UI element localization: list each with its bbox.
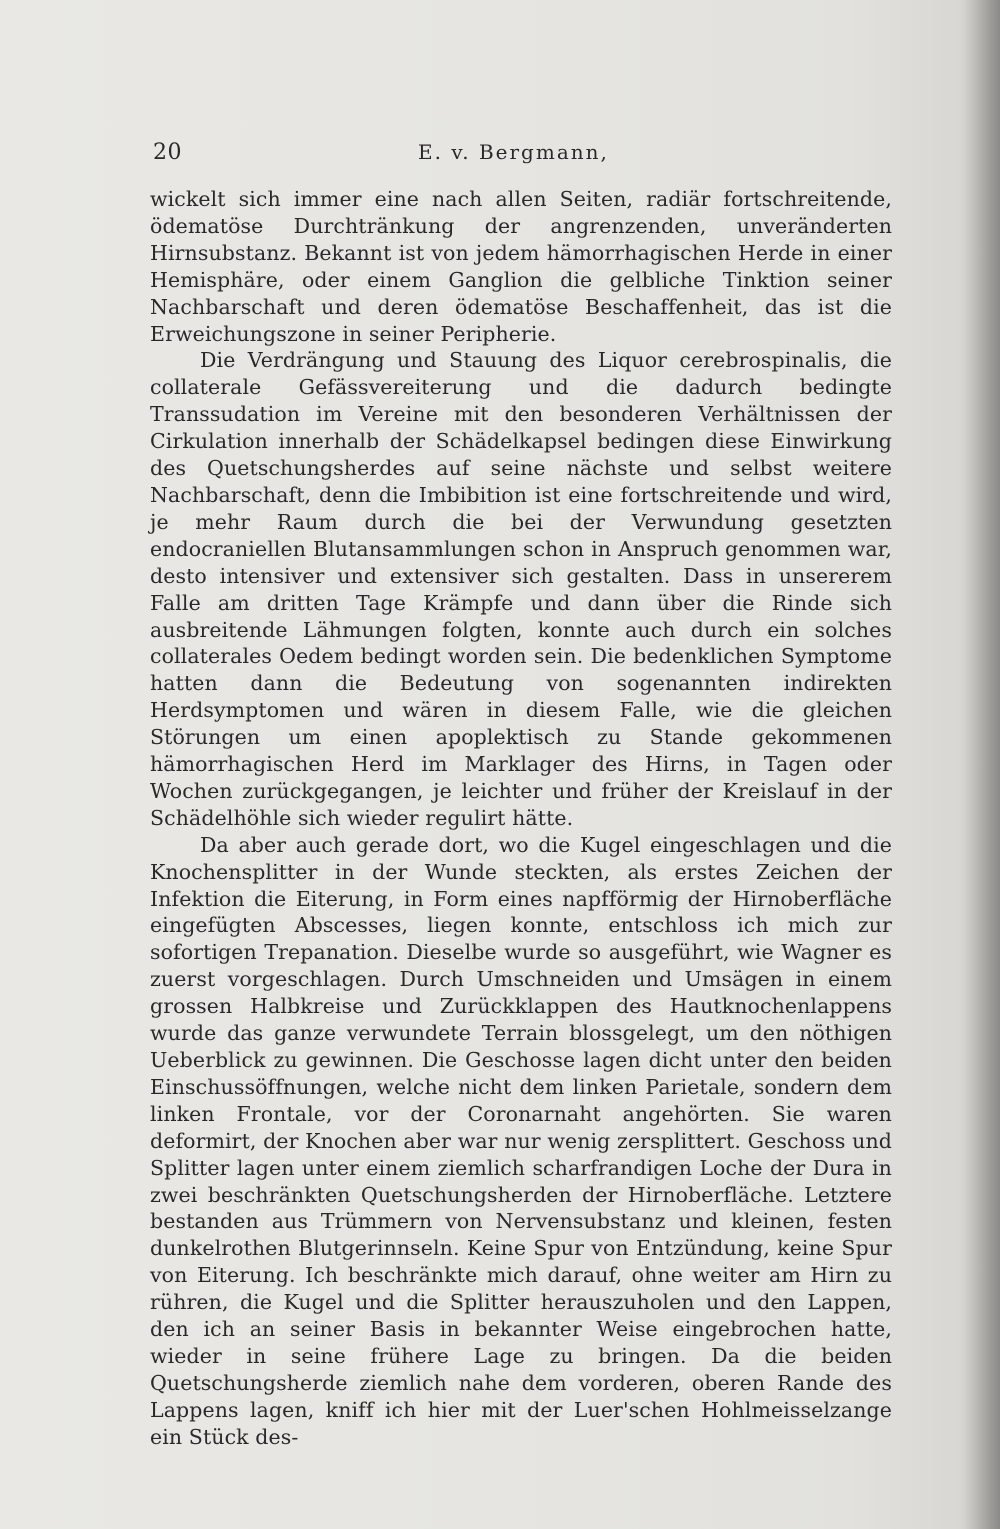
paragraph: Da aber auch gerade dort, wo die Kugel eingeschlagen und die Knochensplitter in der Wunde steckten, als erstes Zeichen der Infektion die Eiterung, in Form eines napfförmig der Hirnoberfläche eingefügten Abscesses, liegen konnte, entschloss ich mich zur sofortigen Trepanation. Dieselbe wurde so ausgeführt, wie Wagner es zuerst vorgeschlagen. Durch Umschneiden und Umsägen in einem grossen Halbkreise und Zurückklappen des Hautknochenlappens wurde das ganze verwundete Terrain blossgelegt, um den nöthigen Ueberblick zu gewinnen. Die Geschosse lagen dicht unter den beiden Einschussöffnungen, welche nicht dem linken Parietale, sondern dem linken Frontale, vor der Coronarnaht angehörten. Sie waren deformirt, der Knochen aber war nur wenig zersplittert. Geschoss und Splitter lagen unter einem ziemlich scharfrandigen Loche der Dura in zwei beschränkten Quetschungsherden der Hirnoberfläche. Letztere bestanden aus Trümmern von Nervensubstanz und kleinen, festen dunkelrothen Blutgerinnseln. Keine Spur von Entzündung, keine Spur von Eiterung. Ich beschränkte mich darauf, ohne weiter am Hirn zu rühren, die Kugel und die Splitter herauszuholen und den Lappen, den ich an seiner Basis in bekannter Weise eingebrochen hatte, wieder in seine frühere Lage zu bringen. Da die beiden Quetschungsherde ziemlich nahe dem vorderen, oberen Rande des Lappens lagen, kniff ich hier mit der Luer'schen Hohlmeisselzange ein Stück des- [150, 832, 892, 1449]
running-head: E. v. Bergmann, [418, 140, 609, 164]
paragraph-continuation: wickelt sich immer eine nach allen Seiten, radiär fortschreitende, ödematöse Durchtränkung der angrenzenden, unveränderten Hirnsubstanz. Bekannt ist von jedem hämorrhagischen Herde in einer Hemisphäre, oder einem Ganglion die gelbliche Tinktion seiner Nachbarschaft und deren ödematöse Beschaffenheit, das ist die Erweichungszone in seiner Peripherie. [150, 187, 892, 346]
paragraph: Die Verdrängung und Stauung des Liquor cerebrospinalis, die collaterale Gefässvereiterung und die dadurch bedingte Transsudation im Vereine mit den besonderen Verhältnissen der Cirkulation innerhalb der Schädelkapsel bedingen diese Einwirkung des Quetschungsherdes auf seine nächste und selbst weitere Nachbarschaft, denn die Imbibition ist eine fortschreitende und wird, je mehr Raum durch die bei der Verwundung gesetzten endocraniellen Blutansammlungen schon in Anspruch genommen war, desto intensiver und extensiver sich gestalten. Dass in unsererem Falle am dritten Tage Krämpfe und dann über die Rinde sich ausbreitende Lähmungen folgten, konnte auch durch ein solches collaterales Oedem bedingt worden sein. Die bedenklichen Symptome hatten dann die Bedeutung von sogenannten indirekten Herdsymptomen und wären in diesem Falle, wie die gleichen Störungen um einen apoplektisch zu Stande gekommenen hämorrhagischen Herd im Marklager des Hirns, in Tagen oder Wochen zurückgegangen, je leichter und früher der Kreislauf in der Schädelhöhle sich wieder regulirt hätte. [150, 348, 892, 830]
body-text [150, 186, 892, 1451]
page-header [153, 140, 893, 174]
page-edge-shadow [964, 0, 1000, 1529]
page-number: 20 [153, 140, 182, 165]
